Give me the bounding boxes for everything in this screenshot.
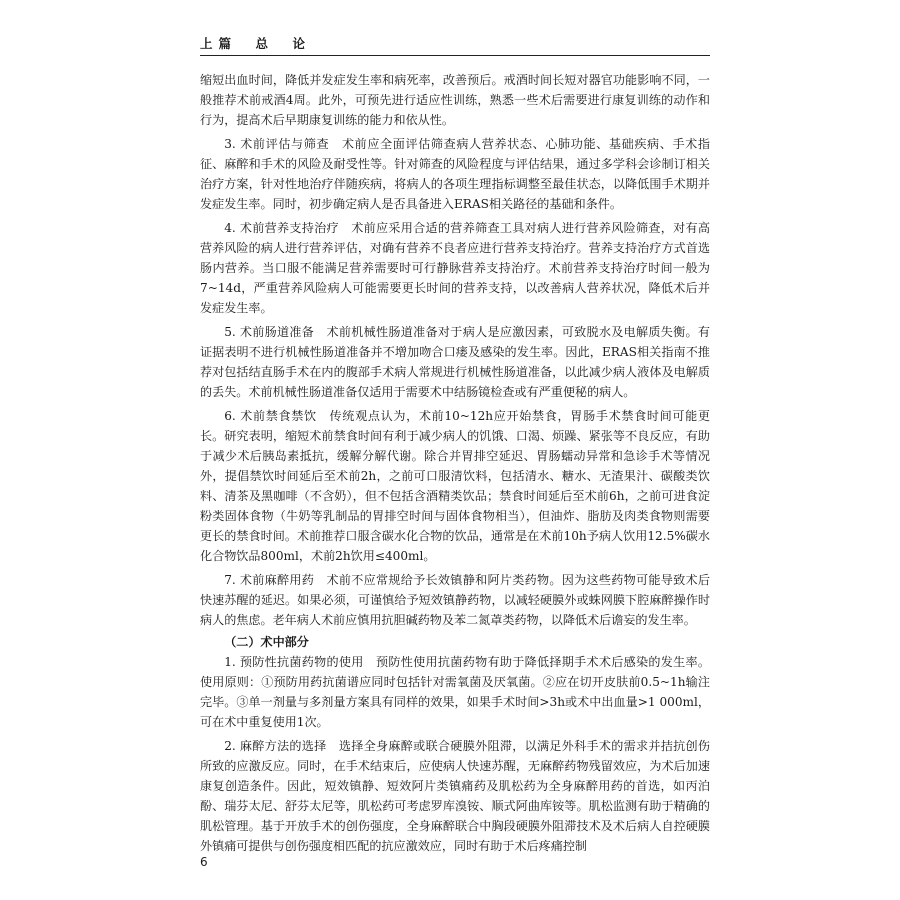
paragraph-anesthesia-method: 2. 麻醉方法的选择 选择全身麻醉或联合硬膜外阻滞，以满足外科手术的需求并拮抗创伤所致的应激反应。同时，在手术结束后，应使病人快速苏醒，无麻醉药物残留效应，为术后加速康复创造条件。因此，短效镇静、短效阿片类镇痛药及肌松药为全身麻醉用药的首选，如丙泊酚、瑞芬太尼、舒芬太尼等，肌松药可考虑罗库溴铵、顺式阿曲库铵等。肌松监测有助于精确的肌松管理。基于开放手术的创伤强度，全身麻醉联合中胸段硬膜外阻滞技术及术后病人自控硬膜外镇痛可提供与创伤强度相匹配的抗应激效应，同时有助于术后疼痛控制 — [200, 739, 710, 853]
paragraph-bowel-preparation: 5. 术前肠道准备 术前机械性肠道准备对于病人是应激因素，可致脱水及电解质失衡。有证据表明不进行机械性肠道准备并不增加吻合口瘘及感染的发生率。因此，ERAS相关指南不推荐对包括结直肠手术在内的腹部手术病人常规进行机械性肠道准备，以此减少病人液体及电解质的丢失。术前机械性肠道准备仅适用于需要术中结肠镜检查或有严重便秘的病人。 — [200, 325, 710, 399]
paragraph-preop-assessment: 3. 术前评估与筛查 术前应全面评估筛查病人营养状态、心肺功能、基础疾病、手术指征、麻醉和手术的风险及耐受性等。针对筛查的风险程度与评估结果，通过多学科会诊制订相关治疗方案，针对性地治疗伴随疾病，将病人的各项生理指标调整至最佳状态，以降低围手术期并发症发生率。同时，初步确定病人是否具备进入ERAS相关路径的基础和条件。 — [200, 137, 710, 211]
paragraph-preop-fasting: 6. 术前禁食禁饮 传统观点认为，术前10~12h应开始禁食，胃肠手术禁食时间可能更长。研究表明，缩短术前禁食时间有利于减少病人的饥饿、口渴、烦躁、紧张等不良反应，有助于减少术后胰岛素抵抗，缓解分解代谢。除合并胃排空延迟、胃肠蠕动异常和急诊手术等情况外，提倡禁饮时间延后至术前2h，之前可口服清饮料，包括清水、糖水、无渣果汁、碳酸类饮料、清茶及黑咖啡（不含奶），但不包括含酒精类饮品；禁食时间延后至术前6h，之前可进食淀粉类固体食物（牛奶等乳制品的胃排空时间与固体食物相当），但油炸、脂肪及肉类食物则需要更长的禁食时间。术前推荐口服含碳水化合物的饮品，通常是在术前10h予病人饮用12.5%碳水化合物饮品800ml，术前2h饮用≤400ml。 — [200, 409, 710, 563]
paragraph-preop-anesthesia-drugs: 7. 术前麻醉用药 术前不应常规给予长效镇静和阿片类药物。因为这些药物可能导致术后快速苏醒的延迟。如果必须，可谨慎给予短效镇静药物，以减轻硬膜外或蛛网膜下腔麻醉操作时病人的焦虑。老年病人术前应慎用抗胆碱药物及苯二氮䓬类药物，以降低术后谵妄的发生率。 — [200, 573, 710, 627]
page-number: 6 — [200, 855, 208, 869]
page-body — [200, 70, 710, 856]
running-header — [200, 33, 710, 56]
section-heading-intraoperative: （二）术中部分 — [224, 635, 309, 649]
paragraph-preop-nutrition: 4. 术前营养支持治疗 术前应采用合适的营养筛查工具对病人进行营养风险筛查，对有高营养风险的病人进行营养评估，对确有营养不良者应进行营养支持治疗。营养支持治疗方式首选肠内营养。当口服不能满足营养需要时可行静脉营养支持治疗。术前营养支持治疗时间一般为7~14d，严重营养风险病人可能需要更长时间的营养支持，以改善病人营养状况，降低术后并发症发生率。 — [200, 221, 710, 315]
paragraph-prophylactic-antibiotics: 1. 预防性抗菌药物的使用 预防性使用抗菌药物有助于降低择期手术术后感染的发生率。使用原则：①预防用药抗菌谱应同时包括针对需氧菌及厌氧菌。②应在切开皮肤前0.5~1h输注完毕。③单一剂量与多剂量方案具有同样的效果，如果手术时间>3h或术中出血量>1 000ml，可在术中重复使用1次。 — [200, 655, 710, 729]
header-title: 上篇 总 论 — [200, 36, 312, 51]
paragraph-continued: 缩短出血时间，降低并发症发生率和病死率，改善预后。戒酒时间长短对器官功能影响不同，一般推荐术前戒酒4周。此外，可预先进行适应性训练，熟悉一些术后需要进行康复训练的动作和行为，提高术后早期康复训练的能力和依从性。 — [200, 73, 710, 127]
